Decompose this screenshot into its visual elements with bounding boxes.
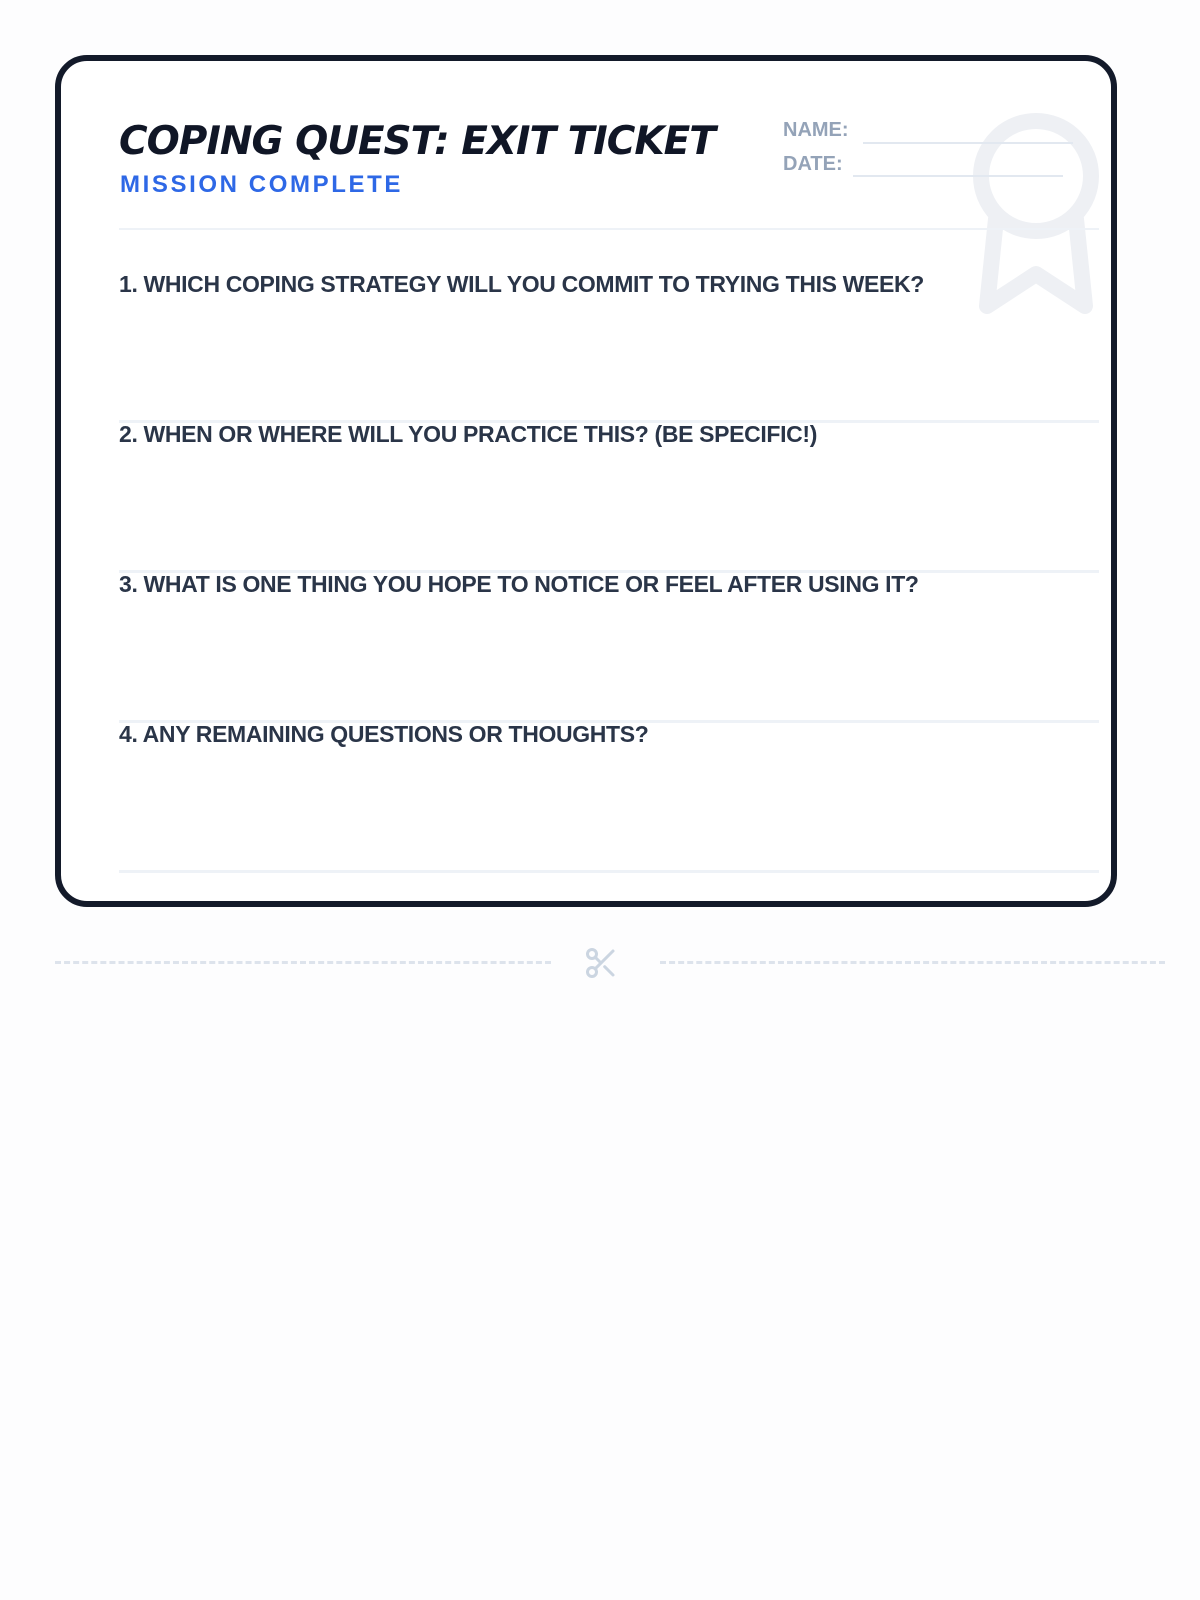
exit-ticket-card xyxy=(55,55,1117,907)
question-4-text: 4. ANY REMAINING QUESTIONS OR THOUGHTS? xyxy=(119,721,649,747)
ticket-title: COPING QUEST: EXIT TICKET xyxy=(119,119,715,164)
scissors-icon xyxy=(583,945,619,981)
question-4-answer-line[interactable] xyxy=(119,870,1099,873)
question-4 xyxy=(119,721,1099,873)
question-1 xyxy=(119,271,1099,423)
cut-line-right xyxy=(660,961,1165,964)
header-divider xyxy=(119,228,1099,230)
date-field[interactable] xyxy=(853,175,1063,177)
question-3 xyxy=(119,571,1099,723)
question-2 xyxy=(119,421,1099,573)
question-1-text: 1. WHICH COPING STRATEGY WILL YOU COMMIT TO TRYING THIS WEEK? xyxy=(119,271,924,297)
ticket-subtitle: MISSION COMPLETE xyxy=(120,171,403,198)
name-field[interactable] xyxy=(863,142,1073,144)
question-2-text: 2. WHEN OR WHERE WILL YOU PRACTICE THIS? (BE SPECIFIC!) xyxy=(119,421,818,447)
date-label: DATE: xyxy=(783,153,843,175)
question-3-text: 3. WHAT IS ONE THING YOU HOPE TO NOTICE OR FEEL AFTER USING IT? xyxy=(119,571,919,597)
name-label: NAME: xyxy=(783,119,849,141)
cut-line-left xyxy=(55,961,551,964)
